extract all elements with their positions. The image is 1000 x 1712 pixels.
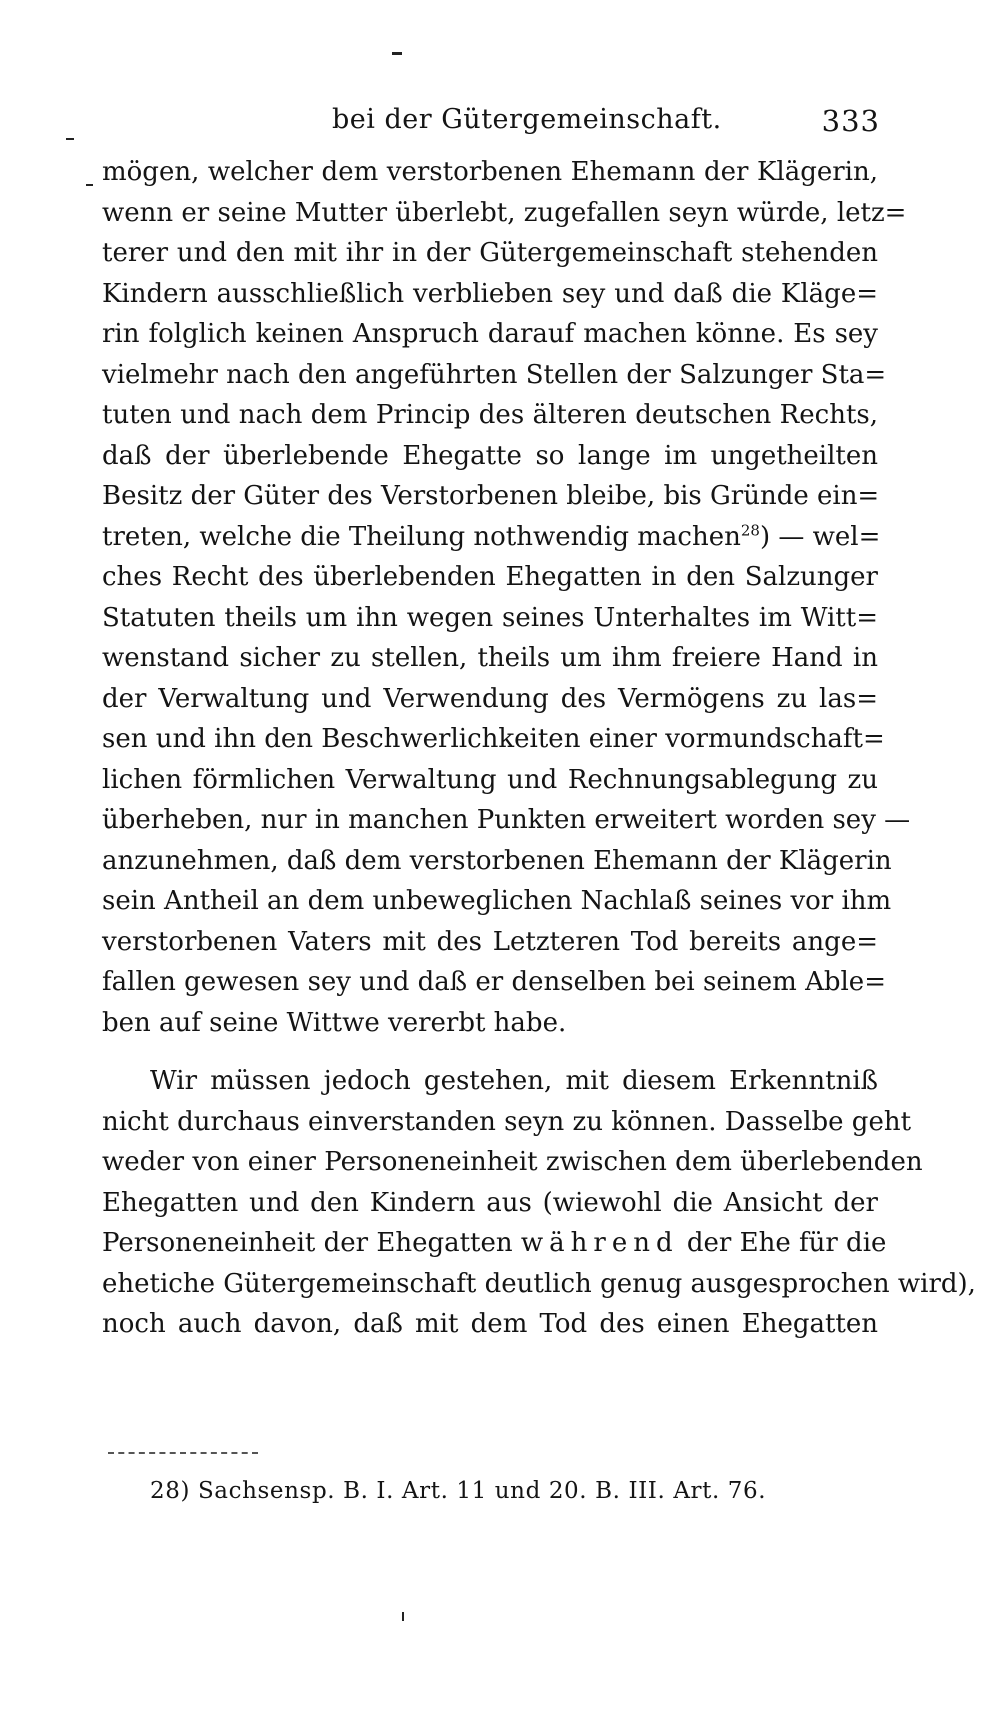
text-line: Ehegatten und den Kindern aus (wiewohl die Ansicht der <box>102 1187 878 1218</box>
text-line: anzunehmen, daß dem verstorbenen Ehemann der Klägerin <box>102 845 892 876</box>
text-line: fallen gewesen sey und daß er denselben bei seinem Able= <box>102 967 886 997</box>
text-line: Statuten theils um ihn wegen seines Unterhaltes im Witt= <box>102 602 878 633</box>
text-segment: der Ehe für die <box>686 1228 887 1258</box>
text-line: terer und den mit ihr in der Gütergemeinschaft stehenden <box>102 238 878 268</box>
text-line: überheben, nur in manchen Punkten erweitert worden sey — <box>102 805 911 835</box>
text-line: daß der überlebende Ehegatte so lange im ungetheilten <box>102 440 878 471</box>
footnote-reference[interactable]: 28 <box>740 520 760 539</box>
text-line-with-footnote-ref <box>102 517 881 558</box>
text-line: Wir müssen jedoch gestehen, mit diesem Erkenntniß <box>150 1066 878 1096</box>
paragraph-gap <box>102 1043 878 1061</box>
running-title: bei der Gütergemeinschaft. <box>332 104 722 135</box>
emphasized-word: während <box>520 1228 679 1258</box>
text-line: nicht durchaus einverstanden seyn zu können. Dasselbe geht <box>102 1106 912 1137</box>
footnote: 28) Sachsensp. B. I. Art. 11 und 20. B. III. Art. 76. <box>150 1478 767 1504</box>
text-line: wenstand sicher zu stellen, theils um ihm freiere Hand in <box>102 643 878 673</box>
scan-speck <box>392 52 402 55</box>
text-segment: ) — wel= <box>759 521 881 552</box>
text-line: weder von einer Personeneinheit zwischen dem überlebenden <box>102 1147 923 1177</box>
text-line: sen und ihn den Beschwerlichkeiten einer vormundschaft= <box>102 724 885 754</box>
text-line-with-emphasis <box>102 1223 887 1264</box>
footnote-divider <box>108 1452 258 1454</box>
text-line: der Verwaltung und Verwendung des Vermögens zu las= <box>102 683 878 714</box>
text-line: ches Recht des überlebenden Ehegatten in den Salzunger <box>102 562 878 592</box>
text-line: wenn er seine Mutter überlebt, zugefallen seyn würde, letz= <box>102 197 907 228</box>
text-line: rin folglich keinen Anspruch darauf machen könne. Es sey <box>102 319 878 349</box>
text-line: Kindern ausschließlich verblieben sey und daß die Kläge= <box>102 278 878 309</box>
text-line: Besitz der Güter des Verstorbenen bleibe, bis Gründe ein= <box>102 481 880 511</box>
body-text <box>102 152 976 1345</box>
text-line: ben auf seine Wittwe vererbt habe. <box>102 1007 567 1038</box>
text-line: noch auch davon, daß mit dem Tod des einen Ehegatten <box>102 1309 878 1339</box>
scan-speck <box>402 1612 404 1621</box>
text-segment: Personeneinheit der Ehegatten <box>102 1228 513 1258</box>
text-line: ehetiche Gütergemeinschaft deutlich genug ausgesprochen wird), <box>102 1268 976 1299</box>
text-segment: treten, welche die Theilung nothwendig machen <box>102 521 741 552</box>
text-line: mögen, welcher dem verstorbenen Ehemann der Klägerin, <box>102 157 878 187</box>
page-header <box>60 104 880 144</box>
text-line: tuten und nach dem Princip des älteren deutschen Rechts, <box>102 400 878 430</box>
text-line: lichen förmlichen Verwaltung und Rechnungsablegung zu <box>102 764 878 795</box>
page-number: 333 <box>821 104 880 138</box>
scan-speck <box>86 184 93 186</box>
text-line: verstorbenen Vaters mit des Letzteren Tod bereits ange= <box>102 926 878 957</box>
text-line: vielmehr nach den angeführten Stellen der Salzunger Sta= <box>102 359 887 390</box>
text-line: sein Antheil an dem unbeweglichen Nachlaß seines vor ihm <box>102 886 892 916</box>
